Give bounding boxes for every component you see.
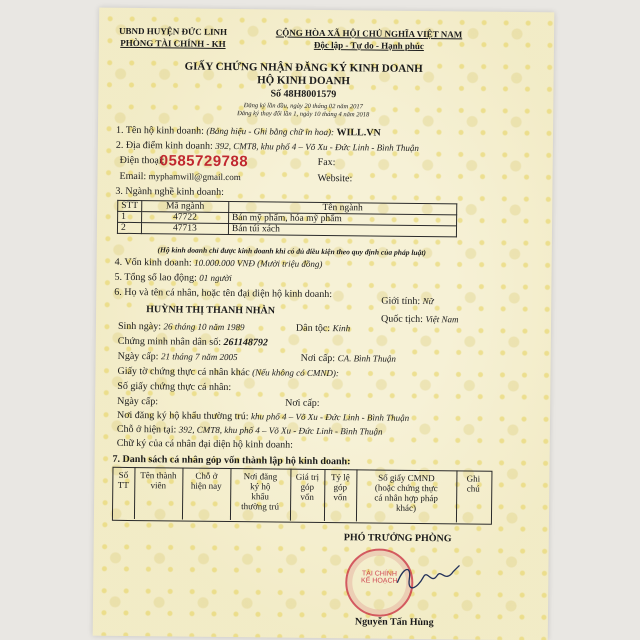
id-value: 261148792 [223, 336, 269, 349]
members-col-text: góp [333, 482, 348, 493]
members-col-text: Số [118, 469, 129, 480]
dob-label: Sinh ngày: [117, 320, 162, 333]
handwritten-signature [393, 559, 463, 594]
signer-name: Nguyễn Tấn Hùng [354, 616, 434, 629]
trade-header-name: Tên ngành [229, 202, 457, 215]
capital-row [115, 257, 323, 270]
fax-label: Fax: [317, 156, 336, 169]
id-place-value: CA. Bình Thuận [337, 353, 396, 364]
current-address-label: Chỗ ở hiện tại: [116, 423, 177, 436]
agency-name: UBND HUYỆN ĐỨC LINH [119, 25, 228, 37]
registration-first-date: Đăng ký lần đầu, ngày 20 tháng 02 năm 2017 [243, 102, 363, 111]
table-row [117, 222, 456, 237]
agency-department: PHÒNG TÀI CHÍNH - KH [120, 37, 226, 49]
id-issued-value: 21 tháng 7 năm 2005 [160, 351, 238, 363]
trade-cell: 1 [118, 211, 142, 222]
representative-signature-label: Chữ ký của cá nhân đại diện hộ kinh doanh: [116, 437, 294, 451]
members-col-text: khác) [396, 502, 417, 513]
members-col-text: Ghi [466, 473, 481, 484]
members-col-text: Nơi đăng [243, 471, 278, 482]
members-col-text: Chỗ ở [195, 470, 218, 481]
members-col-ratio [324, 472, 356, 502]
members-col-id [356, 472, 456, 513]
residence-value: khu phố 4 – Võ Xu - Đức Linh - Bình Thuận [251, 411, 410, 423]
dob-value: 26 tháng 10 năm 1989 [163, 321, 245, 333]
id-label: Chứng minh nhân dân số: [117, 335, 222, 348]
ethnic-row [296, 323, 350, 335]
representative-name: HUỲNH THỊ THANH NHÀN [146, 304, 276, 317]
nation-motto: Độc lập - Tự do - Hạnh phúc [313, 39, 424, 52]
current-address-value: 392, CMT8, khu phố 4 – Võ Xu - Đức Linh - Bình Thuận [178, 424, 383, 437]
trade-cell: Bán túi xách [228, 223, 456, 236]
other-doc-label: Giấy tờ chứng thực cá nhân khác [117, 365, 250, 379]
website-label: Website: [317, 172, 353, 185]
id-issued-row [118, 351, 238, 363]
members-col-text: ký hộ [250, 481, 271, 492]
members-col-text: cá nhân hợp pháp [374, 492, 438, 504]
ethnic-label: Dân tộc: [295, 322, 331, 335]
members-col-text: vốn [300, 491, 314, 502]
members-col-text: vốn [333, 492, 347, 503]
trade-table [117, 200, 457, 238]
id-row [118, 336, 268, 349]
trade-cell: 47722 [141, 212, 228, 224]
residence-row [117, 410, 409, 424]
gender-value: Nữ [422, 296, 434, 307]
members-col-text: viên [150, 480, 167, 491]
members-col-text: Tỷ lệ [330, 472, 350, 483]
trade-cell: 2 [117, 222, 141, 233]
members-col-text: hiện nay [190, 480, 222, 491]
id-place-row [301, 353, 396, 365]
certificate-title: GIẤY CHỨNG NHẬN ĐĂNG KÝ KINH DOANH [184, 60, 423, 76]
stamp-text: KẾ HOẠCH [360, 577, 398, 585]
dob-row [118, 321, 245, 333]
members-col-text: Số giấy CMND [378, 472, 435, 484]
members-col-text: góp [300, 481, 315, 492]
business-address-label: 2. Địa điểm kinh doanh: [115, 139, 213, 152]
workers-label: 5. Tổng số lao động: [114, 271, 197, 284]
other-doc-number-label: Số giấy chứng thực cá nhân: [117, 380, 232, 394]
other-doc-place-label: Nơi cấp: [285, 397, 320, 409]
trade-header-code: Mã ngành [142, 201, 229, 213]
email-label: Email: [119, 170, 147, 183]
nation-title: CỘNG HÒA XÃ HỘI CHỦ NGHĨA VIỆT NAM [275, 27, 463, 40]
registration-change-date: Đăng ký thay đổi lần 1, ngày 10 tháng 4 năm 2018 [237, 110, 370, 119]
phone-label: Điện thoại: [119, 154, 165, 167]
certificate-subtitle: HỘ KINH DOANH [257, 74, 351, 88]
phone-value: 0585729788 [159, 152, 249, 171]
trade-note: (Hộ kinh doanh chỉ được kinh doanh khi có đủ điều kiện theo quy định của pháp luật) [157, 245, 426, 258]
current-address-row [117, 424, 383, 438]
gender-label: Giới tính: [381, 295, 421, 308]
workers-value: 01 người [199, 272, 232, 284]
business-name-row [116, 125, 381, 139]
certificate-paper [93, 8, 555, 640]
workers-row [114, 272, 231, 284]
nationality-value: Việt Nam [425, 314, 459, 325]
nationality-row [381, 314, 459, 326]
ethnic-value: Kinh [332, 323, 351, 334]
members-label: 7. Danh sách cá nhân góp vốn thành lập hộ kinh doanh: [112, 453, 351, 468]
representative-label: 6. Họ và tên cá nhân, hoặc tên đại diện hộ kinh doanh: [114, 286, 333, 301]
members-col-note [456, 473, 490, 493]
id-issued-label: Ngày cấp: [117, 350, 159, 363]
id-place-label: Nơi cấp: [300, 352, 336, 365]
trade-cell: 47713 [141, 223, 228, 235]
email-value: myphamwill@gmail.com [148, 171, 241, 183]
stamp-text: TÀI CHÍNH [361, 570, 397, 578]
signer-position: PHÓ TRƯỞNG PHÒNG [343, 532, 452, 545]
business-name-hint: (Bảng hiệu - Ghi bằng chữ in hoa): [206, 125, 335, 138]
members-col-name [134, 470, 182, 491]
members-col-value [290, 472, 324, 502]
members-col-stt [112, 470, 134, 490]
other-doc-hint: (Nếu không có CMND): [252, 367, 339, 379]
gender-row [381, 296, 433, 308]
members-col-text: Tên thành [140, 470, 177, 481]
business-address-value: 392, CMT8, khu phố 4 – Võ Xu - Đức Linh - Bình Thuận [215, 140, 419, 153]
email-row [119, 171, 240, 183]
capital-value: 10.000.000 VNĐ (Mười triệu đồng) [194, 257, 323, 269]
members-col-registered [230, 471, 290, 512]
members-col-residence [182, 471, 230, 492]
certificate-number: Số 48H8001579 [270, 88, 337, 101]
members-col-text: TT [117, 479, 129, 490]
nationality-label: Quốc tịch: [380, 313, 424, 326]
business-name-value: WILL.VN [336, 127, 381, 139]
trade-header-stt: STT [118, 200, 142, 211]
members-col-text: (hoặc chứng thực [374, 482, 438, 494]
capital-label: 4. Vốn kinh doanh: [114, 256, 192, 269]
members-col-text: khẩu [251, 491, 269, 502]
members-col-text: Giá trị [295, 471, 320, 482]
residence-label: Nơi đăng ký hộ khẩu thường trú: [116, 409, 249, 423]
members-col-text: thường trú [241, 501, 280, 512]
trade-label: 3. Ngành nghề kinh doanh: [115, 185, 225, 198]
business-name-label: 1. Tên hộ kinh doanh: [115, 124, 204, 137]
members-col-text: chú [466, 483, 480, 494]
other-doc-row [117, 366, 339, 379]
trade-cell: Bán mỹ phẩm, hóa mỹ phẩm [228, 212, 456, 225]
other-doc-date-label: Ngày cấp: [117, 395, 159, 408]
